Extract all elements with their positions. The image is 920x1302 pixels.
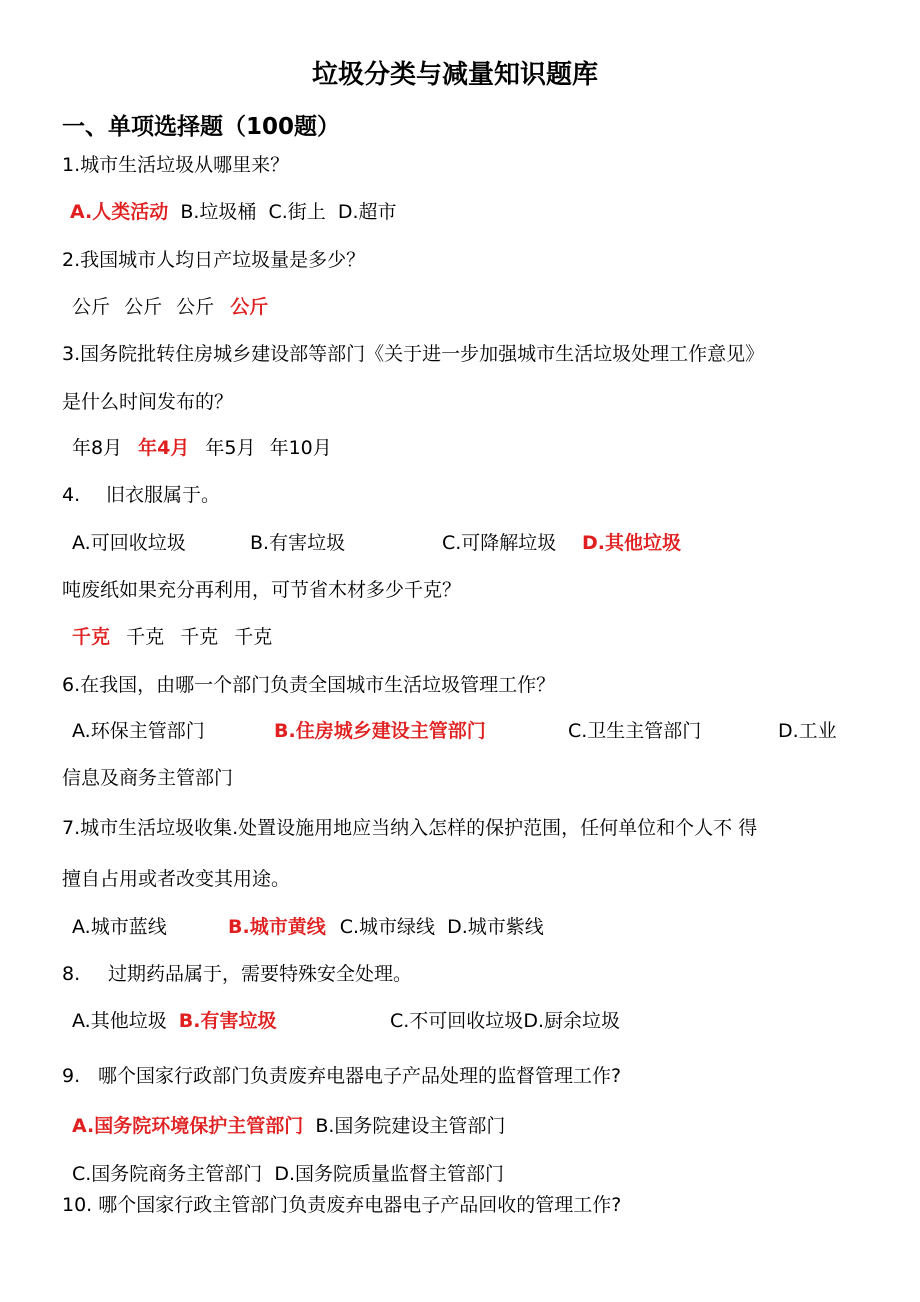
option-d: D.超市	[337, 201, 397, 223]
option-a-correct: 千克	[72, 626, 111, 648]
option-d: 年10月	[269, 437, 332, 459]
option-a: 年8月	[72, 437, 123, 459]
question-4-option-d-correct: D.其他垃圾	[582, 532, 681, 554]
question-3-options	[72, 439, 332, 458]
question-7-option-a: A.城市蓝线	[72, 916, 167, 938]
question-9-number: 9.	[62, 1065, 81, 1087]
question-8-options-cd	[390, 1012, 620, 1031]
question-4-option-b: B.有害垃圾	[250, 532, 346, 554]
question-4-option-c: C.可降解垃圾	[442, 532, 557, 554]
question-7-line-2: 擅自占用或者改变其用途。	[62, 868, 291, 890]
question-5-options	[72, 628, 272, 647]
option-a-correct: A.国务院环境保护主管部门	[72, 1115, 304, 1137]
question-6-option-a: A.环保主管部门	[72, 720, 205, 742]
question-9-options-ab	[72, 1117, 505, 1136]
section-heading: 一、单项选择题（100题）	[62, 114, 341, 140]
option-b-correct: B.有害垃圾	[178, 1010, 277, 1032]
question-4-option-a: A.可回收垃圾	[72, 532, 186, 554]
question-7-options-rest	[228, 918, 544, 937]
question-6-option-c: C.卫生主管部门	[568, 720, 702, 742]
question-5: 吨废纸如果充分再利用，可节省木材多少千克？	[62, 579, 462, 601]
option-b-correct: 年4月	[138, 437, 190, 459]
question-2: 2.我国城市人均日产垃圾量是多少？	[62, 249, 366, 271]
question-4: 旧衣服属于。	[106, 484, 221, 506]
option-c: C.不可回收垃圾	[390, 1010, 524, 1032]
question-9: 哪个国家行政部门负责废弃电器电子产品处理的监督管理工作?	[98, 1065, 622, 1087]
option-d: 千克	[234, 626, 273, 648]
question-6-option-d: D.工业	[778, 720, 837, 742]
option-a: 公斤	[72, 296, 111, 318]
option-b: 千克	[126, 626, 165, 648]
question-6-option-d-continued: 信息及商务主管部门	[62, 767, 234, 789]
question-2-options	[72, 298, 268, 317]
question-4-number: 4.	[62, 484, 81, 506]
option-d: D.城市紫线	[447, 916, 544, 938]
page-title: 垃圾分类与减量知识题库	[311, 60, 598, 90]
option-b: B.国务院建设主管部门	[315, 1115, 506, 1137]
question-10: 10. 哪个国家行政主管部门负责废弃电器电子产品回收的管理工作?	[62, 1194, 622, 1216]
question-8: 过期药品属于，需要特殊安全处理。	[108, 963, 413, 985]
question-3-line-2: 是什么时间发布的？	[62, 391, 234, 413]
question-1-options	[70, 203, 396, 222]
option-a-correct: A.人类活动	[70, 201, 169, 223]
option-a: A.其他垃圾	[72, 1010, 167, 1032]
option-b: 公斤	[124, 296, 163, 318]
option-c: 年5月	[205, 437, 256, 459]
option-c: 公斤	[176, 296, 215, 318]
question-9-options-cd	[72, 1165, 504, 1184]
question-8-number: 8.	[62, 963, 81, 985]
option-b: B.垃圾桶	[180, 201, 257, 223]
question-8-options-ab	[72, 1012, 276, 1031]
option-b-correct: B.城市黄线	[228, 916, 326, 938]
option-c: C.城市绿线	[339, 916, 436, 938]
option-d: D.国务院质量监督主管部门	[274, 1163, 505, 1185]
option-c: C.国务院商务主管部门	[72, 1163, 263, 1185]
question-6-option-b-correct: B.住房城乡建设主管部门	[274, 720, 486, 742]
question-6: 6.在我国，由哪一个部门负责全国城市生活垃圾管理工作？	[62, 674, 556, 696]
option-d: D.厨余垃圾	[523, 1010, 620, 1032]
question-1: 1.城市生活垃圾从哪里来？	[62, 154, 290, 176]
option-c: C.街上	[268, 201, 326, 223]
question-7-line-1: 7.城市生活垃圾收集.处置设施用地应当纳入怎样的保护范围，任何单位和个人不 得	[62, 817, 758, 839]
option-c: 千克	[180, 626, 219, 648]
option-d-correct: 公斤	[230, 296, 269, 318]
question-3-line-1: 3.国务院批转住房城乡建设部等部门《关于进一步加强城市生活垃圾处理工作意见》	[62, 343, 765, 365]
